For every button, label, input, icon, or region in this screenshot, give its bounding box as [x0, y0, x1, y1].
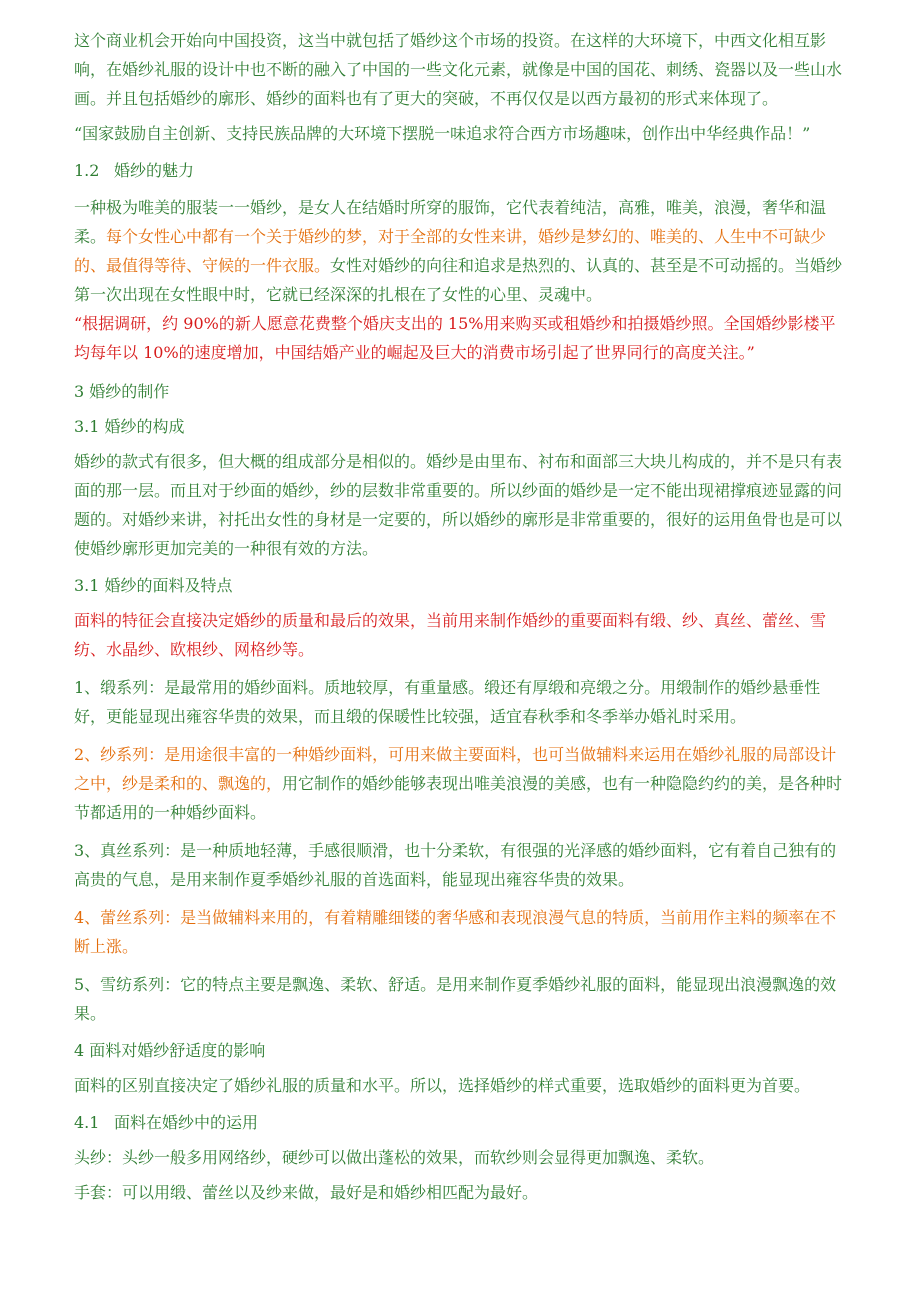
gloves-paragraph: 手套：可以用缎、蕾丝以及纱来做，最好是和婚纱相匹配为最好。	[74, 1183, 539, 1202]
heading-4: 4 面料对婚纱舒适度的影响	[74, 1041, 266, 1060]
charm-text-green: 一种极为唯美的服装一一婚纱，是女人在结婚时所穿的服饰，它代表着纯洁，高雅，唯美，浪漫，奢华和温柔。	[74, 198, 827, 246]
list-item-gauze	[74, 740, 844, 827]
heading-number: 4.1	[74, 1113, 100, 1132]
heading-title: 婚纱的魅力	[114, 161, 195, 180]
fabric-comfort-paragraph: 面料的区别直接决定了婚纱礼服的质量和水平。所以，选择婚纱的样式重要，选取婚纱的面料更为首要。	[74, 1076, 811, 1095]
heading-3-1-composition: 3.1 婚纱的构成	[74, 417, 185, 436]
gauze-text-orange: 2、纱系列：是用途很丰富的一种婚纱面料，可用来做主要面料，也可当做辅料来运用在婚纱礼服的局部设计之中，纱是柔和的、飘逸的，	[74, 745, 837, 793]
composition-paragraph: 婚纱的款式有很多，但大概的组成部分是相似的。婚纱是由里布、衬布和面部三大块儿构成的，并不是只有表面的那一层。而且对于纱面的婚纱，纱的层数非常重要的。所以纱面的婚纱是一定不能出现裙撑痕迹显露的问题的。对婚纱来讲，衬托出女性的身材是一定要的，所以婚纱的廓形是非常重要的，很好的运用鱼骨也是可以使婚纱廓形更加完美的一种很有效的方法。	[74, 452, 843, 558]
heading-4-1	[74, 1108, 844, 1137]
list-item-chiffon: 5、雪纺系列：它的特点主要是飘逸、柔软、舒适。是用来制作夏季婚纱礼服的面料，能显现出浪漫飘逸的效果。	[74, 975, 837, 1023]
heading-1-2	[74, 156, 844, 185]
quote-survey: “根据调研，约 90%的新人愿意花费整个婚庆支出的 15%用来购买或租婚纱和拍摄婚纱照。全国婚纱影楼平均每年以 10%的速度增加，中国结婚产业的崛起及巨大的消费市场引起了世界同行的高度关注。”	[74, 314, 836, 362]
charm-paragraph	[74, 193, 844, 309]
charm-text-green-2: 女性对婚纱的向往和追求是热烈的、认真的、甚至是不可动摇的。当婚纱第一次出现在女性眼中时，它就已经深深的扎根在了女性的心里、灵魂中。	[74, 256, 843, 304]
heading-title: 面料在婚纱中的运用	[114, 1113, 259, 1132]
charm-text-orange: 每个女性心中都有一个关于婚纱的梦，对于全部的女性来讲，婚纱是梦幻的、唯美的、人生中不可缺少的、最值得等待、守候的一件衣服。	[74, 227, 827, 275]
list-item-lace: 4、蕾丝系列：是当做辅料来用的，有着精雕细镂的奢华感和表现浪漫气息的特质，当前用作主料的频率在不断上涨。	[74, 908, 837, 956]
list-item-silk: 3、真丝系列：是一种质地轻薄，手感很顺滑，也十分柔软，有很强的光泽感的婚纱面料，它有着自己独有的高贵的气息，是用来制作夏季婚纱礼服的首选面料，能显现出雍容华贵的效果。	[74, 841, 837, 889]
document-page	[74, 26, 844, 1207]
heading-3: 3 婚纱的制作	[74, 382, 170, 401]
fabrics-paragraph: 面料的特征会直接决定婚纱的质量和最后的效果，当前用来制作婚纱的重要面料有缎、纱、真丝、蕾丝、雪纺、水晶纱、欧根纱、网格纱等。	[74, 611, 827, 659]
veil-paragraph: 头纱：头纱一般多用网络纱，硬纱可以做出蓬松的效果，而软纱则会显得更加飘逸、柔软。	[74, 1148, 715, 1167]
gauze-text-green: 用它制作的婚纱能够表现出唯美浪漫的美感，也有一种隐隐约约的美，是各种时节都适用的一种婚纱面料。	[74, 774, 843, 822]
heading-3-1-fabrics: 3.1 婚纱的面料及特点	[74, 576, 233, 595]
intro-paragraph: 这个商业机会开始向中国投资，这当中就包括了婚纱这个市场的投资。在这样的大环境下，中西文化相互影响，在婚纱礼服的设计中也不断的融入了中国的一些文化元素，就像是中国的国花、刺绣、瓷器以及一些山水画。并且包括婚纱的廓形、婚纱的面料也有了更大的突破，不再仅仅是以西方最初的形式来体现了。	[74, 31, 843, 108]
heading-number: 1.2	[74, 161, 100, 180]
quote-national-brand: “国家鼓励自主创新、支持民族品牌的大环境下摆脱一味追求符合西方市场趣味，创作出中华经典作品！”	[74, 124, 811, 143]
list-item-satin: 1、缎系列：是最常用的婚纱面料。质地较厚，有重量感。缎还有厚缎和亮缎之分。用缎制作的婚纱悬垂性好，更能显现出雍容华贵的效果，而且缎的保暖性比较强，适宜春秋季和冬季举办婚礼时采用。	[74, 678, 821, 726]
